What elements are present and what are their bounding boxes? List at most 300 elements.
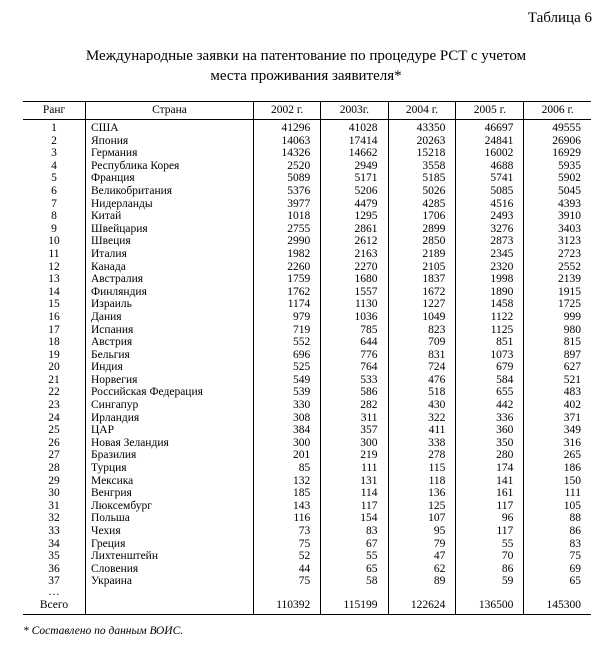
value-2004-cell: 115 bbox=[388, 462, 456, 475]
value-2006-cell: 371 bbox=[524, 412, 591, 425]
rank-cell: 33 bbox=[48, 525, 60, 537]
country-cell: Франция bbox=[86, 172, 254, 185]
value-2003-cell: 1295 bbox=[321, 210, 388, 223]
country-cell: Ирландия bbox=[86, 412, 254, 425]
rank-cell: 15 bbox=[48, 298, 60, 311]
value-2006-cell: 49555 bbox=[524, 120, 591, 135]
table-row bbox=[23, 487, 591, 500]
value-2002-cell: 5089 bbox=[254, 172, 321, 185]
rank-cell: 8 bbox=[51, 210, 57, 223]
value-2006-cell: 3123 bbox=[524, 235, 591, 248]
value-2002-cell: 75 bbox=[254, 538, 321, 551]
header-2003: 2003г. bbox=[321, 102, 388, 120]
country-cell: ЦАР bbox=[86, 424, 254, 437]
value-2005-cell: 2320 bbox=[456, 261, 524, 274]
table-row bbox=[23, 374, 591, 387]
value-2006-cell: 897 bbox=[524, 349, 591, 362]
rank-cell: 11 bbox=[48, 247, 60, 260]
table-title-line-2: места проживания заявителя* bbox=[210, 68, 402, 84]
value-2004-cell: 2189 bbox=[388, 248, 456, 261]
table-row bbox=[23, 575, 591, 588]
value-2004-cell: 2850 bbox=[388, 235, 456, 248]
value-2006-cell: 83 bbox=[524, 538, 591, 551]
country-cell: Великобритания bbox=[86, 185, 254, 198]
value-2002-cell: 85 bbox=[254, 462, 321, 475]
value-2002-cell: 525 bbox=[254, 361, 321, 374]
value-2006-cell: 3910 bbox=[524, 210, 591, 223]
value-2005-cell: 96 bbox=[456, 512, 524, 525]
value-2003-cell: 4479 bbox=[321, 198, 388, 211]
country-cell: Япония bbox=[86, 135, 254, 148]
value-2004-cell: 1049 bbox=[388, 311, 456, 324]
empty-cell bbox=[388, 588, 456, 599]
table-row bbox=[23, 361, 591, 374]
value-2004-cell: 43350 bbox=[388, 120, 456, 135]
value-2002-cell: 2990 bbox=[254, 235, 321, 248]
value-2003-cell: 2163 bbox=[321, 248, 388, 261]
value-2002-cell: 308 bbox=[254, 412, 321, 425]
country-cell: Дания bbox=[86, 311, 254, 324]
patent-applications-table bbox=[23, 101, 591, 615]
total-value-cell bbox=[86, 599, 254, 614]
value-2006-cell: 16929 bbox=[524, 147, 591, 160]
value-2003-cell: 117 bbox=[321, 500, 388, 513]
value-2006-cell: 2552 bbox=[524, 261, 591, 274]
rank-cell: 13 bbox=[48, 273, 60, 286]
rank-cell: 10 bbox=[48, 235, 60, 248]
ellipsis-row bbox=[23, 588, 591, 599]
value-2002-cell: 552 bbox=[254, 336, 321, 349]
value-2005-cell: 1073 bbox=[456, 349, 524, 362]
table-row bbox=[23, 424, 591, 437]
value-2002-cell: 185 bbox=[254, 487, 321, 500]
value-2006-cell: 316 bbox=[524, 437, 591, 450]
value-2002-cell: 143 bbox=[254, 500, 321, 513]
value-2002-cell: 2260 bbox=[254, 261, 321, 274]
rank-cell: 1 bbox=[51, 122, 57, 134]
table-title bbox=[0, 46, 612, 86]
value-2002-cell: 330 bbox=[254, 399, 321, 412]
value-2003-cell: 300 bbox=[321, 437, 388, 450]
value-2004-cell: 1706 bbox=[388, 210, 456, 223]
value-2005-cell: 141 bbox=[456, 475, 524, 488]
value-2003-cell: 55 bbox=[321, 550, 388, 563]
country-cell: Украина bbox=[86, 575, 254, 588]
value-2006-cell: 150 bbox=[524, 475, 591, 488]
value-2005-cell: 4516 bbox=[456, 198, 524, 211]
value-2003-cell: 2270 bbox=[321, 261, 388, 274]
country-cell: Польша bbox=[86, 512, 254, 525]
value-2005-cell: 655 bbox=[456, 386, 524, 399]
value-2005-cell: 4688 bbox=[456, 160, 524, 173]
rank-cell: 20 bbox=[48, 361, 60, 374]
value-2003-cell: 1036 bbox=[321, 311, 388, 324]
rank-cell: 25 bbox=[48, 424, 60, 437]
total-value-cell: 110392 bbox=[254, 599, 321, 614]
value-2003-cell: 1557 bbox=[321, 286, 388, 299]
value-2003-cell: 131 bbox=[321, 475, 388, 488]
value-2005-cell: 442 bbox=[456, 399, 524, 412]
rank-cell: 6 bbox=[51, 184, 57, 197]
value-2004-cell: 118 bbox=[388, 475, 456, 488]
value-2003-cell: 58 bbox=[321, 575, 388, 588]
value-2006-cell: 980 bbox=[524, 324, 591, 337]
table-row bbox=[23, 120, 591, 135]
value-2004-cell: 79 bbox=[388, 538, 456, 551]
value-2003-cell: 154 bbox=[321, 512, 388, 525]
country-cell: Нидерланды bbox=[86, 198, 254, 211]
value-2006-cell: 4393 bbox=[524, 198, 591, 211]
value-2005-cell: 3276 bbox=[456, 223, 524, 236]
value-2006-cell: 1725 bbox=[524, 298, 591, 311]
footnote: * Составлено по данным ВОИС. bbox=[23, 625, 184, 637]
total-label-cell: Всего bbox=[39, 598, 69, 611]
value-2004-cell: 411 bbox=[388, 424, 456, 437]
value-2002-cell: 539 bbox=[254, 386, 321, 399]
value-2005-cell: 1998 bbox=[456, 273, 524, 286]
total-value-cell: 122624 bbox=[388, 599, 456, 614]
rank-cell: 18 bbox=[48, 336, 60, 349]
value-2002-cell: 1982 bbox=[254, 248, 321, 261]
country-cell: Сингапур bbox=[86, 399, 254, 412]
header-row bbox=[23, 102, 591, 120]
value-2004-cell: 95 bbox=[388, 525, 456, 538]
table-row bbox=[23, 210, 591, 223]
table-row bbox=[23, 147, 591, 160]
value-2004-cell: 724 bbox=[388, 361, 456, 374]
table-row bbox=[23, 538, 591, 551]
value-2005-cell: 16002 bbox=[456, 147, 524, 160]
table-row bbox=[23, 349, 591, 362]
value-2003-cell: 65 bbox=[321, 563, 388, 576]
value-2006-cell: 105 bbox=[524, 500, 591, 513]
country-cell: Норвегия bbox=[86, 374, 254, 387]
value-2004-cell: 5185 bbox=[388, 172, 456, 185]
table-row bbox=[23, 261, 591, 274]
table-row bbox=[23, 412, 591, 425]
value-2003-cell: 644 bbox=[321, 336, 388, 349]
value-2004-cell: 4285 bbox=[388, 198, 456, 211]
value-2004-cell: 823 bbox=[388, 324, 456, 337]
value-2005-cell: 336 bbox=[456, 412, 524, 425]
value-2002-cell: 1174 bbox=[254, 298, 321, 311]
country-cell: Финляндия bbox=[86, 286, 254, 299]
value-2006-cell: 1915 bbox=[524, 286, 591, 299]
value-2005-cell: 2345 bbox=[456, 248, 524, 261]
country-cell: Бразилия bbox=[86, 449, 254, 462]
country-cell: Турция bbox=[86, 462, 254, 475]
rank-cell: 4 bbox=[51, 159, 57, 172]
value-2005-cell: 55 bbox=[456, 538, 524, 551]
value-2002-cell: 41296 bbox=[254, 120, 321, 135]
country-cell: Швеция bbox=[86, 235, 254, 248]
country-cell: Китай bbox=[86, 210, 254, 223]
value-2003-cell: 219 bbox=[321, 449, 388, 462]
table-row bbox=[23, 311, 591, 324]
rank-cell: 31 bbox=[48, 499, 60, 512]
value-2006-cell: 69 bbox=[524, 563, 591, 576]
value-2004-cell: 1837 bbox=[388, 273, 456, 286]
value-2005-cell: 1125 bbox=[456, 324, 524, 337]
table-row bbox=[23, 172, 591, 185]
header-country: Страна bbox=[86, 102, 254, 120]
table-row bbox=[23, 475, 591, 488]
rank-cell: 28 bbox=[48, 462, 60, 475]
value-2002-cell: 1762 bbox=[254, 286, 321, 299]
rank-cell: 21 bbox=[48, 373, 60, 386]
value-2003-cell: 2612 bbox=[321, 235, 388, 248]
table-row bbox=[23, 223, 591, 236]
value-2002-cell: 719 bbox=[254, 324, 321, 337]
value-2006-cell: 402 bbox=[524, 399, 591, 412]
value-2006-cell: 265 bbox=[524, 449, 591, 462]
table-row bbox=[23, 500, 591, 513]
value-2005-cell: 70 bbox=[456, 550, 524, 563]
value-2003-cell: 282 bbox=[321, 399, 388, 412]
value-2005-cell: 584 bbox=[456, 374, 524, 387]
value-2005-cell: 350 bbox=[456, 437, 524, 450]
ellipsis-cell: … bbox=[48, 585, 60, 598]
value-2003-cell: 5171 bbox=[321, 172, 388, 185]
value-2004-cell: 476 bbox=[388, 374, 456, 387]
value-2006-cell: 2139 bbox=[524, 273, 591, 286]
rank-cell: 32 bbox=[48, 512, 60, 525]
value-2005-cell: 59 bbox=[456, 575, 524, 588]
value-2006-cell: 2723 bbox=[524, 248, 591, 261]
value-2003-cell: 1130 bbox=[321, 298, 388, 311]
empty-cell bbox=[86, 588, 254, 599]
country-cell: Индия bbox=[86, 361, 254, 374]
country-cell: Люксембург bbox=[86, 500, 254, 513]
value-2005-cell: 5085 bbox=[456, 185, 524, 198]
value-2002-cell: 979 bbox=[254, 311, 321, 324]
total-value-cell: 136500 bbox=[456, 599, 524, 614]
country-cell: Венгрия bbox=[86, 487, 254, 500]
value-2005-cell: 2493 bbox=[456, 210, 524, 223]
value-2005-cell: 2873 bbox=[456, 235, 524, 248]
value-2003-cell: 111 bbox=[321, 462, 388, 475]
value-2004-cell: 2899 bbox=[388, 223, 456, 236]
country-cell: Испания bbox=[86, 324, 254, 337]
value-2002-cell: 201 bbox=[254, 449, 321, 462]
value-2005-cell: 679 bbox=[456, 361, 524, 374]
value-2005-cell: 1122 bbox=[456, 311, 524, 324]
table-row bbox=[23, 198, 591, 211]
header-2005: 2005 г. bbox=[456, 102, 524, 120]
value-2006-cell: 86 bbox=[524, 525, 591, 538]
value-2002-cell: 549 bbox=[254, 374, 321, 387]
country-cell: Лихтенштейн bbox=[86, 550, 254, 563]
value-2003-cell: 114 bbox=[321, 487, 388, 500]
table-row bbox=[23, 512, 591, 525]
value-2006-cell: 815 bbox=[524, 336, 591, 349]
value-2002-cell: 1759 bbox=[254, 273, 321, 286]
empty-cell bbox=[321, 588, 388, 599]
table-row bbox=[23, 135, 591, 148]
value-2003-cell: 785 bbox=[321, 324, 388, 337]
value-2003-cell: 14662 bbox=[321, 147, 388, 160]
value-2005-cell: 117 bbox=[456, 525, 524, 538]
table-row bbox=[23, 525, 591, 538]
country-cell: Австралия bbox=[86, 273, 254, 286]
value-2006-cell: 3403 bbox=[524, 223, 591, 236]
value-2002-cell: 44 bbox=[254, 563, 321, 576]
value-2004-cell: 136 bbox=[388, 487, 456, 500]
value-2005-cell: 1890 bbox=[456, 286, 524, 299]
value-2006-cell: 75 bbox=[524, 550, 591, 563]
value-2003-cell: 41028 bbox=[321, 120, 388, 135]
value-2005-cell: 117 bbox=[456, 500, 524, 513]
country-cell: Российская Федерация bbox=[86, 386, 254, 399]
table-row bbox=[23, 563, 591, 576]
table-row bbox=[23, 298, 591, 311]
country-cell: Швейцария bbox=[86, 223, 254, 236]
rank-cell: 34 bbox=[48, 537, 60, 550]
value-2002-cell: 2755 bbox=[254, 223, 321, 236]
value-2005-cell: 46697 bbox=[456, 120, 524, 135]
table-row bbox=[23, 449, 591, 462]
value-2002-cell: 384 bbox=[254, 424, 321, 437]
value-2003-cell: 776 bbox=[321, 349, 388, 362]
value-2002-cell: 1018 bbox=[254, 210, 321, 223]
value-2003-cell: 357 bbox=[321, 424, 388, 437]
value-2004-cell: 125 bbox=[388, 500, 456, 513]
table-row bbox=[23, 399, 591, 412]
value-2002-cell: 696 bbox=[254, 349, 321, 362]
table-row bbox=[23, 235, 591, 248]
value-2006-cell: 349 bbox=[524, 424, 591, 437]
table-row bbox=[23, 336, 591, 349]
value-2002-cell: 14326 bbox=[254, 147, 321, 160]
value-2003-cell: 2861 bbox=[321, 223, 388, 236]
table-row bbox=[23, 462, 591, 475]
value-2003-cell: 586 bbox=[321, 386, 388, 399]
rank-cell: 30 bbox=[48, 487, 60, 500]
value-2002-cell: 2520 bbox=[254, 160, 321, 173]
table-row bbox=[23, 248, 591, 261]
country-cell: Израиль bbox=[86, 298, 254, 311]
value-2006-cell: 111 bbox=[524, 487, 591, 500]
value-2004-cell: 2105 bbox=[388, 261, 456, 274]
value-2003-cell: 2949 bbox=[321, 160, 388, 173]
country-cell: Республика Корея bbox=[86, 160, 254, 173]
value-2004-cell: 107 bbox=[388, 512, 456, 525]
value-2002-cell: 116 bbox=[254, 512, 321, 525]
header-2002: 2002 г. bbox=[254, 102, 321, 120]
value-2004-cell: 322 bbox=[388, 412, 456, 425]
header-rank: Ранг bbox=[23, 102, 86, 120]
value-2005-cell: 174 bbox=[456, 462, 524, 475]
value-2002-cell: 5376 bbox=[254, 185, 321, 198]
value-2005-cell: 1458 bbox=[456, 298, 524, 311]
table-row bbox=[23, 437, 591, 450]
rank-cell: 29 bbox=[48, 474, 60, 487]
value-2005-cell: 86 bbox=[456, 563, 524, 576]
table-row bbox=[23, 550, 591, 563]
rank-cell: 5 bbox=[51, 172, 57, 185]
value-2002-cell: 52 bbox=[254, 550, 321, 563]
value-2003-cell: 311 bbox=[321, 412, 388, 425]
table-row bbox=[23, 286, 591, 299]
value-2005-cell: 851 bbox=[456, 336, 524, 349]
rank-cell: 23 bbox=[48, 399, 60, 412]
rank-cell: 16 bbox=[48, 310, 60, 323]
value-2005-cell: 280 bbox=[456, 449, 524, 462]
total-value-cell: 115199 bbox=[321, 599, 388, 614]
table-row bbox=[23, 160, 591, 173]
value-2006-cell: 65 bbox=[524, 575, 591, 588]
country-cell: Мексика bbox=[86, 475, 254, 488]
value-2003-cell: 1680 bbox=[321, 273, 388, 286]
rank-cell: 9 bbox=[51, 222, 57, 235]
value-2006-cell: 627 bbox=[524, 361, 591, 374]
table-row bbox=[23, 273, 591, 286]
table-number-label: Таблица 6 bbox=[527, 10, 592, 26]
country-cell: США bbox=[86, 120, 254, 135]
rank-cell: 19 bbox=[48, 348, 60, 361]
value-2004-cell: 47 bbox=[388, 550, 456, 563]
value-2004-cell: 709 bbox=[388, 336, 456, 349]
value-2002-cell: 14063 bbox=[254, 135, 321, 148]
value-2005-cell: 161 bbox=[456, 487, 524, 500]
value-2004-cell: 20263 bbox=[388, 135, 456, 148]
value-2006-cell: 5902 bbox=[524, 172, 591, 185]
value-2002-cell: 75 bbox=[254, 575, 321, 588]
value-2003-cell: 764 bbox=[321, 361, 388, 374]
value-2005-cell: 360 bbox=[456, 424, 524, 437]
rank-cell: 7 bbox=[51, 197, 57, 210]
country-cell: Словения bbox=[86, 563, 254, 576]
value-2005-cell: 24841 bbox=[456, 135, 524, 148]
value-2004-cell: 518 bbox=[388, 386, 456, 399]
country-cell: Бельгия bbox=[86, 349, 254, 362]
value-2002-cell: 300 bbox=[254, 437, 321, 450]
rank-cell: 17 bbox=[48, 323, 60, 336]
header-2006: 2006 г. bbox=[524, 102, 591, 120]
value-2002-cell: 3977 bbox=[254, 198, 321, 211]
value-2004-cell: 89 bbox=[388, 575, 456, 588]
value-2006-cell: 521 bbox=[524, 374, 591, 387]
value-2004-cell: 15218 bbox=[388, 147, 456, 160]
rank-cell: 26 bbox=[48, 436, 60, 449]
value-2004-cell: 338 bbox=[388, 437, 456, 450]
value-2006-cell: 5045 bbox=[524, 185, 591, 198]
rank-cell: 35 bbox=[48, 550, 60, 563]
table-row bbox=[23, 324, 591, 337]
value-2003-cell: 17414 bbox=[321, 135, 388, 148]
country-cell: Германия bbox=[86, 147, 254, 160]
value-2006-cell: 26906 bbox=[524, 135, 591, 148]
value-2006-cell: 999 bbox=[524, 311, 591, 324]
value-2004-cell: 831 bbox=[388, 349, 456, 362]
value-2006-cell: 186 bbox=[524, 462, 591, 475]
country-cell: Австрия bbox=[86, 336, 254, 349]
table-row bbox=[23, 185, 591, 198]
table-body bbox=[23, 120, 591, 615]
value-2004-cell: 430 bbox=[388, 399, 456, 412]
rank-cell: 22 bbox=[48, 386, 60, 399]
value-2004-cell: 1672 bbox=[388, 286, 456, 299]
rank-cell: 12 bbox=[48, 260, 60, 273]
empty-cell bbox=[254, 588, 321, 599]
value-2006-cell: 483 bbox=[524, 386, 591, 399]
empty-cell bbox=[524, 588, 591, 599]
rank-cell: 24 bbox=[48, 411, 60, 424]
value-2006-cell: 5935 bbox=[524, 160, 591, 173]
country-cell: Новая Зеландия bbox=[86, 437, 254, 450]
country-cell: Канада bbox=[86, 261, 254, 274]
country-cell: Италия bbox=[86, 248, 254, 261]
